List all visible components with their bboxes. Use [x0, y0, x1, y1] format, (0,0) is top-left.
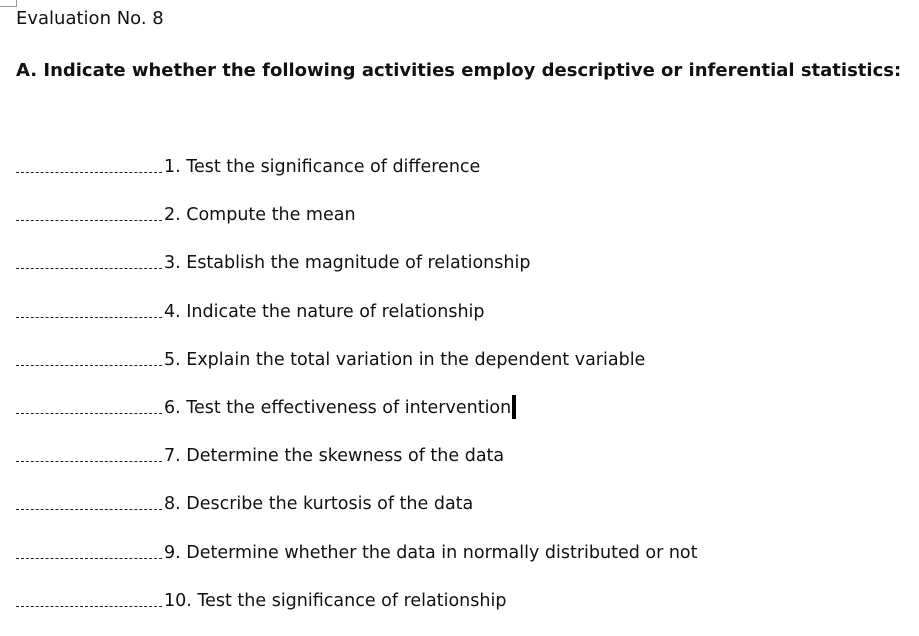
- answer-blank[interactable]: [16, 395, 162, 414]
- question-text: 3. Establish the magnitude of relationship: [164, 253, 531, 274]
- question-text: 2. Compute the mean: [164, 205, 356, 226]
- question-item: [16, 202, 906, 250]
- question-text: 4. Indicate the nature of relationship: [164, 301, 485, 322]
- question-item: [16, 491, 906, 539]
- question-text: 10. Test the significance of relationship: [164, 590, 507, 611]
- answer-blank[interactable]: [16, 202, 162, 221]
- instruction-text: A. Indicate whether the following activities employ descriptive or inferential statistics:: [16, 60, 902, 81]
- question-item: [16, 154, 906, 202]
- answer-blank[interactable]: [16, 154, 162, 173]
- question-item: [16, 347, 906, 395]
- page-title: Evaluation No. 8: [16, 8, 164, 29]
- answer-blank[interactable]: [16, 250, 162, 269]
- answer-blank[interactable]: [16, 491, 162, 510]
- question-text: 9. Determine whether the data in normally distributed or not: [164, 542, 698, 563]
- question-text: 1. Test the significance of difference: [164, 157, 481, 177]
- answer-blank[interactable]: [16, 347, 162, 366]
- question-item: [16, 588, 906, 636]
- answer-blank[interactable]: [16, 540, 162, 559]
- question-item: [16, 443, 906, 491]
- question-text: 6. Test the effectiveness of intervention: [164, 397, 512, 418]
- answer-blank[interactable]: [16, 443, 162, 462]
- question-item: [16, 299, 906, 347]
- question-item: [16, 540, 906, 588]
- text-cursor: [512, 395, 516, 419]
- answer-blank[interactable]: [16, 299, 162, 318]
- question-text: 8. Describe the kurtosis of the data: [164, 494, 474, 515]
- page-corner-marker: [0, 0, 17, 7]
- question-item: [16, 395, 906, 443]
- question-text: 7. Determine the skewness of the data: [164, 446, 505, 467]
- question-list: [16, 154, 906, 636]
- question-text: 5. Explain the total variation in the dependent variable: [164, 349, 646, 370]
- answer-blank[interactable]: [16, 588, 162, 607]
- question-item: [16, 250, 906, 298]
